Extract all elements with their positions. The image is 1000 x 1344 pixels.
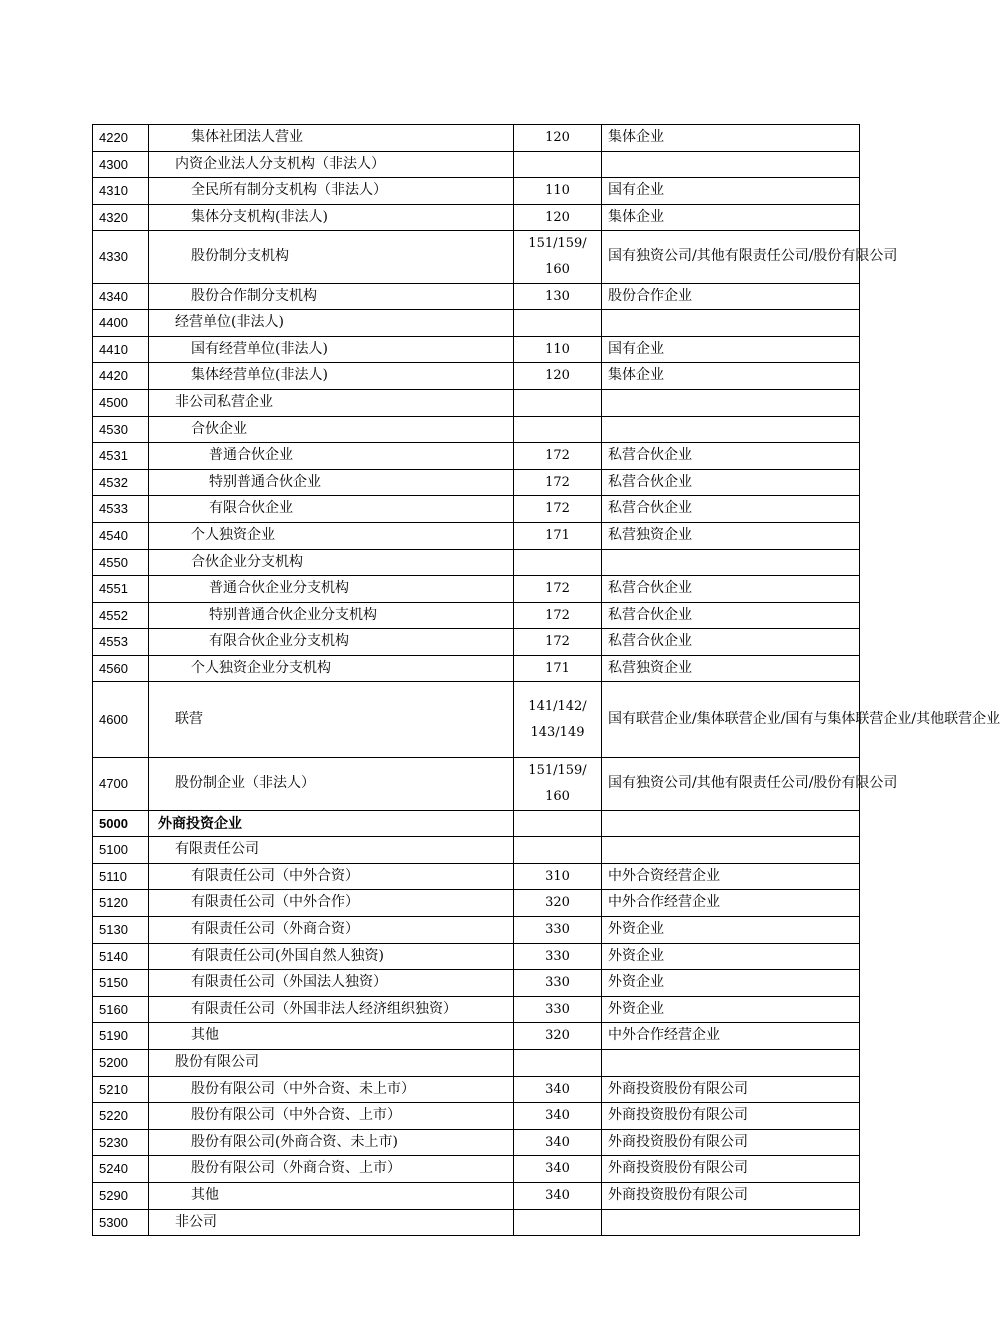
table-row (93, 469, 860, 496)
table-row (93, 917, 860, 944)
row-category-number-cell: 120 (514, 125, 602, 152)
row-category-number-cell (514, 810, 602, 837)
table-row (93, 1209, 860, 1236)
table-row (93, 549, 860, 576)
row-name-cell: 有限责任公司 (149, 837, 514, 864)
table-row (93, 125, 860, 152)
table-row (93, 522, 860, 549)
row-enterprise-type-cell: 外商投资股份有限公司 (602, 1103, 860, 1130)
row-enterprise-type-cell: 集体企业 (602, 204, 860, 231)
row-name-cell: 特别普通合伙企业分支机构 (149, 602, 514, 629)
row-enterprise-type-cell: 私营合伙企业 (602, 469, 860, 496)
row-code-cell: 5240 (93, 1156, 149, 1183)
row-enterprise-type-cell (602, 310, 860, 337)
row-code-cell: 5100 (93, 837, 149, 864)
row-category-number-cell: 172 (514, 496, 602, 523)
row-name-cell: 股份制分支机构 (149, 231, 514, 283)
row-name-cell: 有限责任公司（中外合资） (149, 863, 514, 890)
row-code-cell: 5190 (93, 1023, 149, 1050)
row-code-cell: 5120 (93, 890, 149, 917)
row-name-cell: 股份有限公司 (149, 1050, 514, 1077)
row-enterprise-type-cell (602, 1050, 860, 1077)
row-category-number-cell: 172 (514, 469, 602, 496)
row-code-cell: 4553 (93, 629, 149, 656)
row-name-cell: 其他 (149, 1182, 514, 1209)
row-name-cell: 股份有限公司（中外合资、未上市） (149, 1076, 514, 1103)
row-category-number-cell (514, 837, 602, 864)
row-category-number-cell: 151/159/160 (514, 231, 602, 283)
row-category-number-cell (514, 416, 602, 443)
row-enterprise-type-cell: 私营独资企业 (602, 655, 860, 682)
row-name-cell: 集体经营单位(非法人) (149, 363, 514, 390)
row-enterprise-type-cell (602, 151, 860, 178)
row-category-number-cell: 340 (514, 1103, 602, 1130)
row-code-cell: 4500 (93, 389, 149, 416)
row-category-number-cell: 340 (514, 1076, 602, 1103)
row-name-cell: 集体分支机构(非法人) (149, 204, 514, 231)
row-enterprise-type-cell: 中外合资经营企业 (602, 863, 860, 890)
row-name-cell: 普通合伙企业分支机构 (149, 576, 514, 603)
table-row (93, 996, 860, 1023)
row-category-number-cell: 171 (514, 655, 602, 682)
row-code-cell: 5140 (93, 943, 149, 970)
row-enterprise-type-cell (602, 837, 860, 864)
row-enterprise-type-cell: 中外合作经营企业 (602, 1023, 860, 1050)
row-category-number-cell: 120 (514, 204, 602, 231)
row-enterprise-type-cell: 股份合作企业 (602, 283, 860, 310)
row-category-number-cell: 172 (514, 443, 602, 470)
row-enterprise-type-cell: 集体企业 (602, 125, 860, 152)
row-enterprise-type-cell: 国有独资公司/其他有限责任公司/股份有限公司 (602, 758, 860, 810)
row-enterprise-type-cell: 外商投资股份有限公司 (602, 1076, 860, 1103)
row-category-number-cell: 320 (514, 890, 602, 917)
row-category-number-cell (514, 1209, 602, 1236)
row-category-number-cell: 330 (514, 917, 602, 944)
row-name-cell: 经营单位(非法人) (149, 310, 514, 337)
row-enterprise-type-cell: 外商投资股份有限公司 (602, 1182, 860, 1209)
row-code-cell: 4600 (93, 682, 149, 758)
row-name-cell: 股份制企业（非法人） (149, 758, 514, 810)
row-code-cell: 4530 (93, 416, 149, 443)
row-name-cell: 有限责任公司（中外合作） (149, 890, 514, 917)
row-category-number-cell (514, 389, 602, 416)
row-code-cell: 4420 (93, 363, 149, 390)
table-row (93, 231, 860, 283)
row-category-number-cell: 330 (514, 996, 602, 1023)
table-row (93, 151, 860, 178)
table-row (93, 310, 860, 337)
row-enterprise-type-cell: 国有企业 (602, 336, 860, 363)
row-category-number-cell: 330 (514, 970, 602, 997)
row-code-cell: 4220 (93, 125, 149, 152)
row-category-number-cell: 340 (514, 1156, 602, 1183)
table-row (93, 443, 860, 470)
row-code-cell: 5130 (93, 917, 149, 944)
row-name-cell: 个人独资企业分支机构 (149, 655, 514, 682)
row-category-number-cell: 340 (514, 1182, 602, 1209)
row-code-cell: 4550 (93, 549, 149, 576)
row-code-cell: 5290 (93, 1182, 149, 1209)
row-code-cell: 4400 (93, 310, 149, 337)
row-category-number-cell: 172 (514, 576, 602, 603)
row-code-cell: 5300 (93, 1209, 149, 1236)
row-code-cell: 4340 (93, 283, 149, 310)
table-row (93, 1023, 860, 1050)
table-row (93, 863, 860, 890)
table-row (93, 837, 860, 864)
row-code-cell: 4300 (93, 151, 149, 178)
row-category-number-cell: 172 (514, 602, 602, 629)
table-row (93, 283, 860, 310)
row-name-cell: 外商投资企业 (149, 810, 514, 837)
row-name-cell: 普通合伙企业 (149, 443, 514, 470)
table-row (93, 336, 860, 363)
row-code-cell: 4310 (93, 178, 149, 205)
row-name-cell: 国有经营单位(非法人) (149, 336, 514, 363)
row-code-cell: 4540 (93, 522, 149, 549)
row-enterprise-type-cell (602, 1209, 860, 1236)
row-name-cell: 合伙企业 (149, 416, 514, 443)
table-row (93, 389, 860, 416)
row-enterprise-type-cell (602, 416, 860, 443)
row-name-cell: 联营 (149, 682, 514, 758)
row-name-cell: 内资企业法人分支机构（非法人） (149, 151, 514, 178)
table-row (93, 178, 860, 205)
row-name-cell: 有限责任公司（外商合资） (149, 917, 514, 944)
table-row (93, 943, 860, 970)
row-enterprise-type-cell (602, 549, 860, 576)
row-code-cell: 4330 (93, 231, 149, 283)
row-name-cell: 股份有限公司(外商合资、未上市) (149, 1129, 514, 1156)
table-row (93, 1050, 860, 1077)
row-code-cell: 4533 (93, 496, 149, 523)
row-enterprise-type-cell (602, 389, 860, 416)
row-name-cell: 有限责任公司(外国自然人独资) (149, 943, 514, 970)
row-category-number-cell: 110 (514, 178, 602, 205)
table-row (93, 970, 860, 997)
row-code-cell: 4551 (93, 576, 149, 603)
table-row (93, 1129, 860, 1156)
table-body (93, 125, 1000, 1236)
row-name-cell: 非公司私营企业 (149, 389, 514, 416)
table-row (93, 890, 860, 917)
row-enterprise-type-cell: 外资企业 (602, 970, 860, 997)
row-enterprise-type-cell: 外资企业 (602, 943, 860, 970)
row-enterprise-type-cell: 中外合作经营企业 (602, 890, 860, 917)
table-row (93, 204, 860, 231)
row-category-number-cell: 330 (514, 943, 602, 970)
table-row (93, 1103, 860, 1130)
table-row (93, 758, 860, 810)
row-name-cell: 有限合伙企业 (149, 496, 514, 523)
row-code-cell: 5000 (93, 810, 149, 837)
row-category-number-cell: 141/142/143/149 (514, 682, 602, 758)
table-row (93, 363, 860, 390)
row-category-number-cell: 320 (514, 1023, 602, 1050)
row-name-cell: 股份合作制分支机构 (149, 283, 514, 310)
row-category-number-cell: 172 (514, 629, 602, 656)
row-code-cell: 4560 (93, 655, 149, 682)
row-code-cell: 5220 (93, 1103, 149, 1130)
row-enterprise-type-cell: 私营合伙企业 (602, 496, 860, 523)
row-name-cell: 股份有限公司（外商合资、上市） (149, 1156, 514, 1183)
table-row (93, 629, 860, 656)
table-row (93, 682, 860, 758)
row-code-cell: 5200 (93, 1050, 149, 1077)
row-code-cell: 5230 (93, 1129, 149, 1156)
table-row (93, 1156, 860, 1183)
row-code-cell: 5150 (93, 970, 149, 997)
row-code-cell: 5160 (93, 996, 149, 1023)
row-name-cell: 合伙企业分支机构 (149, 549, 514, 576)
row-enterprise-type-cell: 私营合伙企业 (602, 443, 860, 470)
row-category-number-cell (514, 1050, 602, 1077)
table-row (93, 655, 860, 682)
row-category-number-cell: 130 (514, 283, 602, 310)
row-category-number-cell (514, 549, 602, 576)
row-enterprise-type-cell: 国有独资公司/其他有限责任公司/股份有限公司 (602, 231, 860, 283)
row-category-number-cell: 110 (514, 336, 602, 363)
row-code-cell: 5210 (93, 1076, 149, 1103)
table-row (93, 576, 860, 603)
enterprise-type-code-table (92, 124, 1000, 1236)
row-code-cell: 5110 (93, 863, 149, 890)
row-code-cell: 4320 (93, 204, 149, 231)
row-code-cell: 4532 (93, 469, 149, 496)
row-enterprise-type-cell: 国有联营企业/集体联营企业/国有与集体联营企业/其他联营企业 (602, 682, 860, 758)
row-code-cell: 4700 (93, 758, 149, 810)
row-enterprise-type-cell: 私营合伙企业 (602, 576, 860, 603)
row-enterprise-type-cell: 外资企业 (602, 996, 860, 1023)
row-category-number-cell: 340 (514, 1129, 602, 1156)
row-enterprise-type-cell: 外商投资股份有限公司 (602, 1156, 860, 1183)
table-row (93, 1182, 860, 1209)
row-name-cell: 个人独资企业 (149, 522, 514, 549)
row-enterprise-type-cell: 国有企业 (602, 178, 860, 205)
row-name-cell: 有限责任公司（外国非法人经济组织独资） (149, 996, 514, 1023)
row-name-cell: 其他 (149, 1023, 514, 1050)
row-enterprise-type-cell: 外资企业 (602, 917, 860, 944)
row-enterprise-type-cell: 外商投资股份有限公司 (602, 1129, 860, 1156)
row-category-number-cell: 151/159/160 (514, 758, 602, 810)
row-code-cell: 4531 (93, 443, 149, 470)
table-row (93, 1076, 860, 1103)
row-name-cell: 股份有限公司（中外合资、上市） (149, 1103, 514, 1130)
row-code-cell: 4552 (93, 602, 149, 629)
row-name-cell: 特别普通合伙企业 (149, 469, 514, 496)
row-category-number-cell: 120 (514, 363, 602, 390)
row-enterprise-type-cell (602, 810, 860, 837)
row-enterprise-type-cell: 集体企业 (602, 363, 860, 390)
row-name-cell: 非公司 (149, 1209, 514, 1236)
row-category-number-cell (514, 151, 602, 178)
table-row (93, 416, 860, 443)
row-enterprise-type-cell: 私营合伙企业 (602, 629, 860, 656)
row-name-cell: 有限责任公司（外国法人独资） (149, 970, 514, 997)
row-enterprise-type-cell: 私营合伙企业 (602, 602, 860, 629)
row-name-cell: 集体社团法人营业 (149, 125, 514, 152)
row-code-cell: 4410 (93, 336, 149, 363)
row-category-number-cell: 171 (514, 522, 602, 549)
table-row (93, 496, 860, 523)
row-name-cell: 有限合伙企业分支机构 (149, 629, 514, 656)
table-row (93, 810, 860, 837)
row-category-number-cell: 310 (514, 863, 602, 890)
row-category-number-cell (514, 310, 602, 337)
row-enterprise-type-cell: 私营独资企业 (602, 522, 860, 549)
table-row (93, 602, 860, 629)
row-name-cell: 全民所有制分支机构（非法人） (149, 178, 514, 205)
